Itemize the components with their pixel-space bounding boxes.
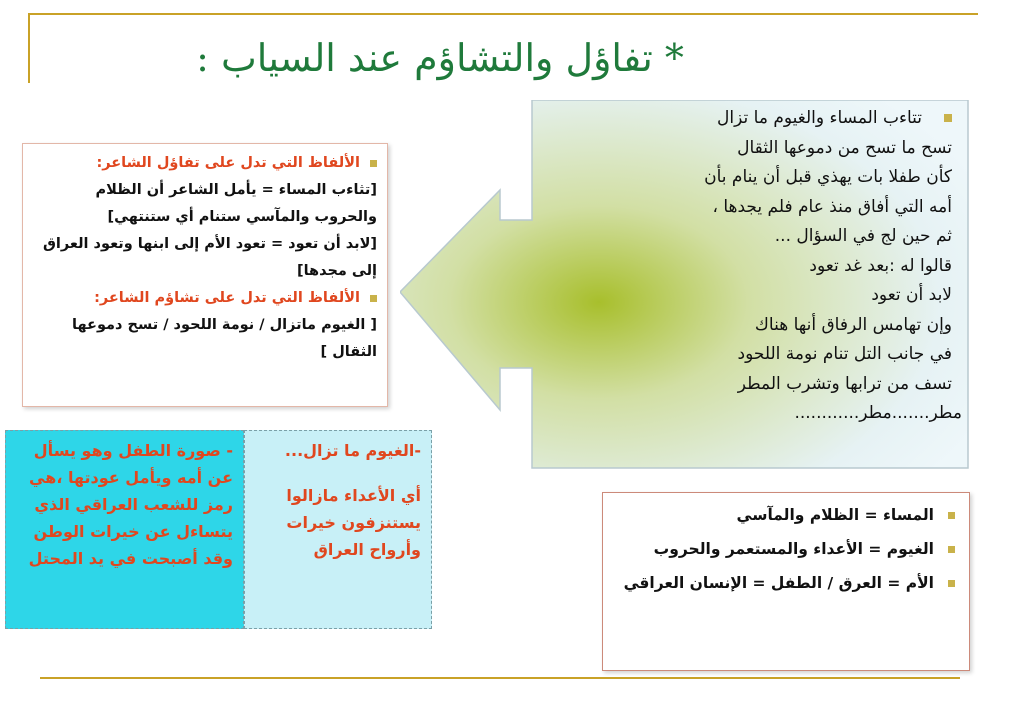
optimism-box	[22, 143, 388, 407]
poem-line: قالوا له :بعد غد تعود	[809, 255, 952, 276]
bullet-icon	[370, 295, 377, 302]
poem-line: في جانب التل تنام نومة اللحود	[737, 344, 952, 364]
symbol-item	[613, 501, 955, 529]
clouds-heading: -الغيوم ما تزال...	[284, 441, 421, 460]
bullet-icon	[370, 160, 377, 167]
bullet-icon	[948, 546, 955, 553]
bullet-icon	[948, 512, 955, 519]
pessimism-heading-text: الألفاظ التي تدل على تشاؤم الشاعر:	[94, 290, 360, 306]
poem-line: وإن تهامس الرفاق أنها هناك	[754, 314, 952, 335]
clouds-text: أي الأعداء مازالوا يستنزفون خيرات وأرواح العراق	[286, 486, 421, 559]
symbol-item-text: الأم = العرق / الطفل = الإنسان العراقي	[623, 574, 934, 592]
optimism-item: [لابد أن تعود = تعود الأم إلى ابنها وتعود العراق إلى مجدها]	[42, 236, 377, 279]
poem-line: تتاءب المساء والغيوم ما تزال	[572, 104, 952, 134]
bottom-rule	[40, 677, 960, 679]
bullet-icon	[948, 580, 955, 587]
symbols-box	[602, 492, 970, 671]
poem-line: أمه التي أفاق منذ عام فلم يجدها ،	[712, 196, 952, 217]
poem-text	[572, 104, 962, 464]
poem-line: ثم حين لج في السؤال ...	[774, 226, 952, 246]
optimism-item: [تثاءب المساء = يأمل الشاعر أن الظلام والحروب والمآسي ستنام أي ستنتهي]	[95, 182, 377, 225]
clouds-box	[244, 430, 432, 629]
top-rule	[28, 13, 978, 15]
optimism-heading	[31, 150, 377, 177]
poem-line: تسح ما تسح من دموعها الثقال	[737, 137, 952, 158]
poem-line: كأن طفلا بات يهذي قبل أن ينام بأن	[704, 167, 952, 187]
symbol-item	[613, 569, 955, 597]
slide-title: * تفاؤل والتشاؤم عند السياب :	[196, 36, 684, 80]
symbol-item	[613, 535, 955, 563]
poem-line: تسف من ترابها وتشرب المطر	[737, 373, 952, 394]
left-rule	[28, 13, 30, 83]
poem-line: مطر.......مطر............	[794, 403, 962, 423]
pessimism-heading	[31, 285, 377, 312]
poem-line: لابد أن تعود	[871, 285, 952, 305]
symbol-item-text: الغيوم = الأعداء والمستعمر والحروب	[653, 540, 934, 558]
optimism-heading-text: الألفاظ التي تدل على تفاؤل الشاعر:	[96, 155, 360, 171]
symbol-item-text: المساء = الظلام والمآسي	[736, 506, 934, 524]
child-box	[5, 430, 244, 629]
pessimism-item: [ الغيوم ماتزال / نومة اللحود / تسح دموعها الثقال ]	[72, 317, 377, 360]
child-text: - صورة الطفل وهو يسأل عن أمه ويأمل عودتها ،هي رمز للشعب العراقي الذي يتساءل عن خيرات الوطن وقد أصبحت في يد المحتل	[28, 441, 233, 568]
